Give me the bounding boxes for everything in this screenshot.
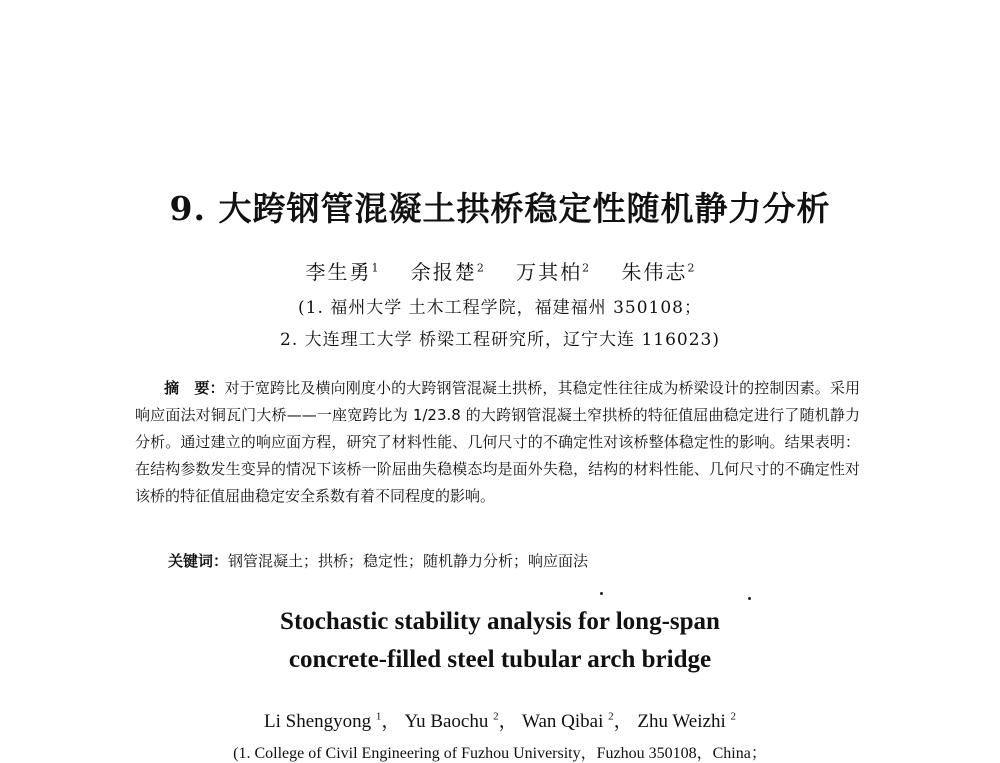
title-cn: 9. 大跨钢管混凝土拱桥稳定性随机静力分析 — [169, 189, 831, 228]
abstract-cn — [135, 375, 860, 510]
author-en-1: Li Shengyong $^1$， — [264, 710, 401, 732]
abstract-label: 摘 要： — [164, 379, 225, 397]
author-en-3: Wan Qibai $^2$， — [522, 710, 633, 732]
keywords-cn — [168, 550, 588, 571]
author-en-2: Yu Baochu $^2$， — [404, 710, 518, 732]
scan-speck — [748, 597, 751, 600]
affiliation-cn-2: 2. 大连理工大学 桥梁工程研究所，辽宁大连 116023) — [280, 330, 720, 350]
authors-en — [0, 706, 1000, 733]
author-cn-1: 李生勇$^1$ — [305, 260, 379, 284]
authors-cn — [0, 256, 1000, 285]
title-en-line-2: concrete-filled steel tubular arch bridge — [288, 646, 712, 673]
abstract-text: 对于宽跨比及横向刚度小的大跨钢管混凝土拱桥，其稳定性往往成为桥梁设计的控制因素。采用响应面法对铜瓦门大桥——一座宽跨比为 1/23.8 的大跨钢管混凝土窄拱桥的特征值屈曲稳定进行了随机静力分析。通过建立的响应面方程，研究了材料性能、几何尺寸的不确定性对该桥整体稳定性的影响。结果表明：在结构参数发生变异的情况下该桥一阶屈曲失稳模态均是面外失稳，结构的材料性能、几何尺寸的不确定性对该桥的特征值屈曲稳定安全系数有着不同程度的影响。 — [135, 379, 860, 505]
author-en-4: Zhu Weizhi $^2$ — [637, 710, 736, 732]
keywords-label: 关键词： — [168, 552, 229, 570]
author-cn-4: 朱伟志$^2$ — [621, 260, 695, 284]
author-cn-3: 万其柏$^2$ — [516, 260, 590, 284]
title-en-line-1: Stochastic stability analysis for long-span — [280, 608, 720, 635]
keywords-text: 钢管混凝土；拱桥；稳定性；随机静力分析；响应面法 — [228, 552, 589, 570]
author-cn-2: 余报楚$^2$ — [410, 260, 484, 284]
scan-speck — [600, 592, 603, 595]
affiliation-cn-1: (1. 福州大学 土木工程学院，福建福州 350108； — [298, 298, 702, 318]
affiliation-en-1: (1. College of Civil Engineering of Fuzhou University，Fuzhou 350108，China； — [233, 745, 767, 762]
